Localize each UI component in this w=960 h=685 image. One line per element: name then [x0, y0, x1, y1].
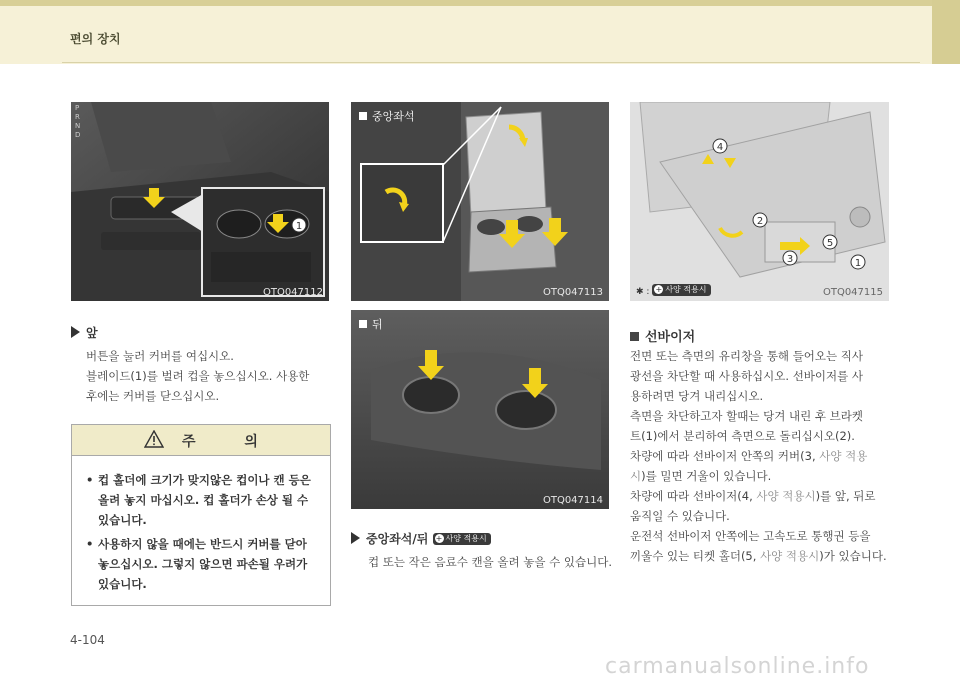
sunvisor-line: 용하려면 당겨 내리십시오.	[630, 389, 764, 403]
gear-indicator	[75, 104, 83, 140]
plus-icon: +	[655, 285, 663, 294]
front-line: 블레이드(1)를 벌려 컵을 놓으십시오. 사용한	[86, 369, 310, 383]
label-square	[359, 112, 367, 120]
caution-line: • 컵 홀더에 크기가 맞지않은 컵이나 캔 등은	[98, 473, 311, 487]
svg-text:1: 1	[854, 258, 862, 269]
rear-heading-text: 중앙좌석/뒤	[366, 532, 429, 546]
triangle-bullet-icon	[71, 326, 80, 338]
image-code: OTQ047113	[542, 287, 603, 298]
watermark: carmanualsonline.info	[605, 654, 870, 679]
header-rule	[62, 62, 920, 63]
text-run: 끼울수 있는 티켓 홀더(5,	[630, 549, 761, 563]
rear-label	[359, 316, 383, 332]
sunvisor-photo	[630, 102, 889, 301]
option-text: 사양 적용	[819, 449, 868, 463]
front-cupholder-photo	[71, 102, 329, 301]
gear-p: P	[75, 104, 80, 112]
gear-r: R	[75, 113, 80, 121]
caution-item	[86, 534, 320, 594]
caution-line: 놓으십시오. 그렇지 않으면 파손될 우려가	[98, 557, 308, 571]
svg-text:2: 2	[756, 216, 764, 227]
caution-heading: 주 의	[182, 434, 280, 450]
svg-text:3: 3	[786, 254, 794, 265]
image-code: OTQ047112	[262, 287, 323, 298]
svg-text:1: 1	[295, 221, 303, 232]
sunvisor-line: 광선을 차단할 때 사용하십시오. 선바이저를 사	[630, 369, 864, 383]
image-code: OTQ047114	[542, 495, 603, 506]
front-line: 후에는 커버를 닫으십시오.	[86, 389, 220, 403]
sunvisor-line: 움직일 수 있습니다.	[630, 509, 730, 523]
svg-text:5: 5	[826, 238, 834, 249]
sunvisor-body	[630, 346, 892, 566]
option-pill	[652, 284, 710, 296]
page-header	[0, 0, 960, 64]
option-text: 사양 적용시	[760, 549, 820, 563]
front-heading	[71, 324, 98, 341]
label-square	[359, 320, 367, 328]
rear-line: 컵 또는 작은 음료수 캔을 올려 놓을 수 있습니다.	[368, 555, 612, 569]
option-pill	[433, 533, 491, 545]
caution-line: 있습니다.	[98, 577, 147, 591]
gear-n: N	[75, 122, 81, 130]
header-stripe	[0, 0, 960, 6]
header-tab	[932, 0, 960, 64]
sunvisor-line: 운전석 선바이저 안쪽에는 고속도로 통행권 등을	[630, 529, 871, 543]
caution-box	[71, 424, 331, 606]
text-run: 차량에 따라 선바이저 안쪽의 커버(3,	[630, 449, 820, 463]
sunvisor-heading-text: 선바이저	[645, 330, 696, 345]
sunvisor-line: 측면을 차단하고자 할때는 당겨 내린 후 브라켓	[630, 409, 864, 423]
text-run: )를 앞, 뒤로	[815, 489, 876, 503]
rear-heading	[351, 530, 491, 547]
asterisk-symbol: ✱ :	[636, 287, 650, 297]
caution-line: 올려 놓지 마십시오. 컵 홀더가 손상 될 수	[98, 493, 309, 507]
front-body	[86, 346, 309, 406]
svg-text:4: 4	[716, 142, 724, 153]
sunvisor-line	[630, 466, 892, 486]
text-run: 차량에 따라 선바이저(4,	[630, 489, 757, 503]
gear-d: D	[75, 131, 81, 139]
warning-triangle-icon	[144, 430, 164, 448]
square-bullet-icon	[630, 332, 639, 341]
plus-icon: +	[435, 534, 443, 543]
rear-cupholder-photo	[351, 310, 609, 509]
center-seat-label	[359, 108, 415, 124]
triangle-bullet-icon	[351, 532, 360, 544]
caution-header	[72, 425, 330, 456]
text-run: )를 밀면 거울이 있습니다.	[641, 469, 772, 483]
option-text: 사양 적용시	[756, 489, 816, 503]
center-seat-photo	[351, 102, 609, 301]
front-line: 버튼을 눌러 커버를 여십시오.	[86, 349, 234, 363]
text-run: )가 있습니다.	[819, 549, 887, 563]
section-title: 편의 장치	[70, 32, 121, 46]
option-text: 시	[630, 469, 642, 483]
option-note	[636, 284, 711, 297]
caution-line: • 사용하지 않을 때에는 반드시 커버를 닫아	[98, 537, 307, 551]
page-number: 4-104	[70, 633, 105, 647]
sunvisor-line: 전면 또는 측면의 유리창을 통해 들어오는 직사	[630, 349, 864, 363]
image-code: OTQ047115	[822, 287, 883, 298]
sunvisor-line	[630, 546, 892, 566]
caution-list	[72, 456, 330, 594]
rear-body	[368, 552, 612, 572]
caution-item	[86, 470, 320, 530]
caution-line: 있습니다.	[98, 513, 147, 527]
front-heading-text: 앞	[86, 326, 98, 340]
sunvisor-line	[630, 446, 892, 466]
option-pill-text: 사양 적용시	[665, 285, 707, 294]
sunvisor-heading	[630, 326, 695, 345]
sunvisor-line	[630, 486, 892, 506]
sunvisor-line: 트(1)에서 분리하여 측면으로 돌리십시오(2).	[630, 429, 855, 443]
option-pill-text: 사양 적용시	[445, 534, 487, 543]
rear-label-text: 뒤	[372, 318, 383, 331]
center-seat-label-text: 중앙좌석	[372, 110, 415, 123]
